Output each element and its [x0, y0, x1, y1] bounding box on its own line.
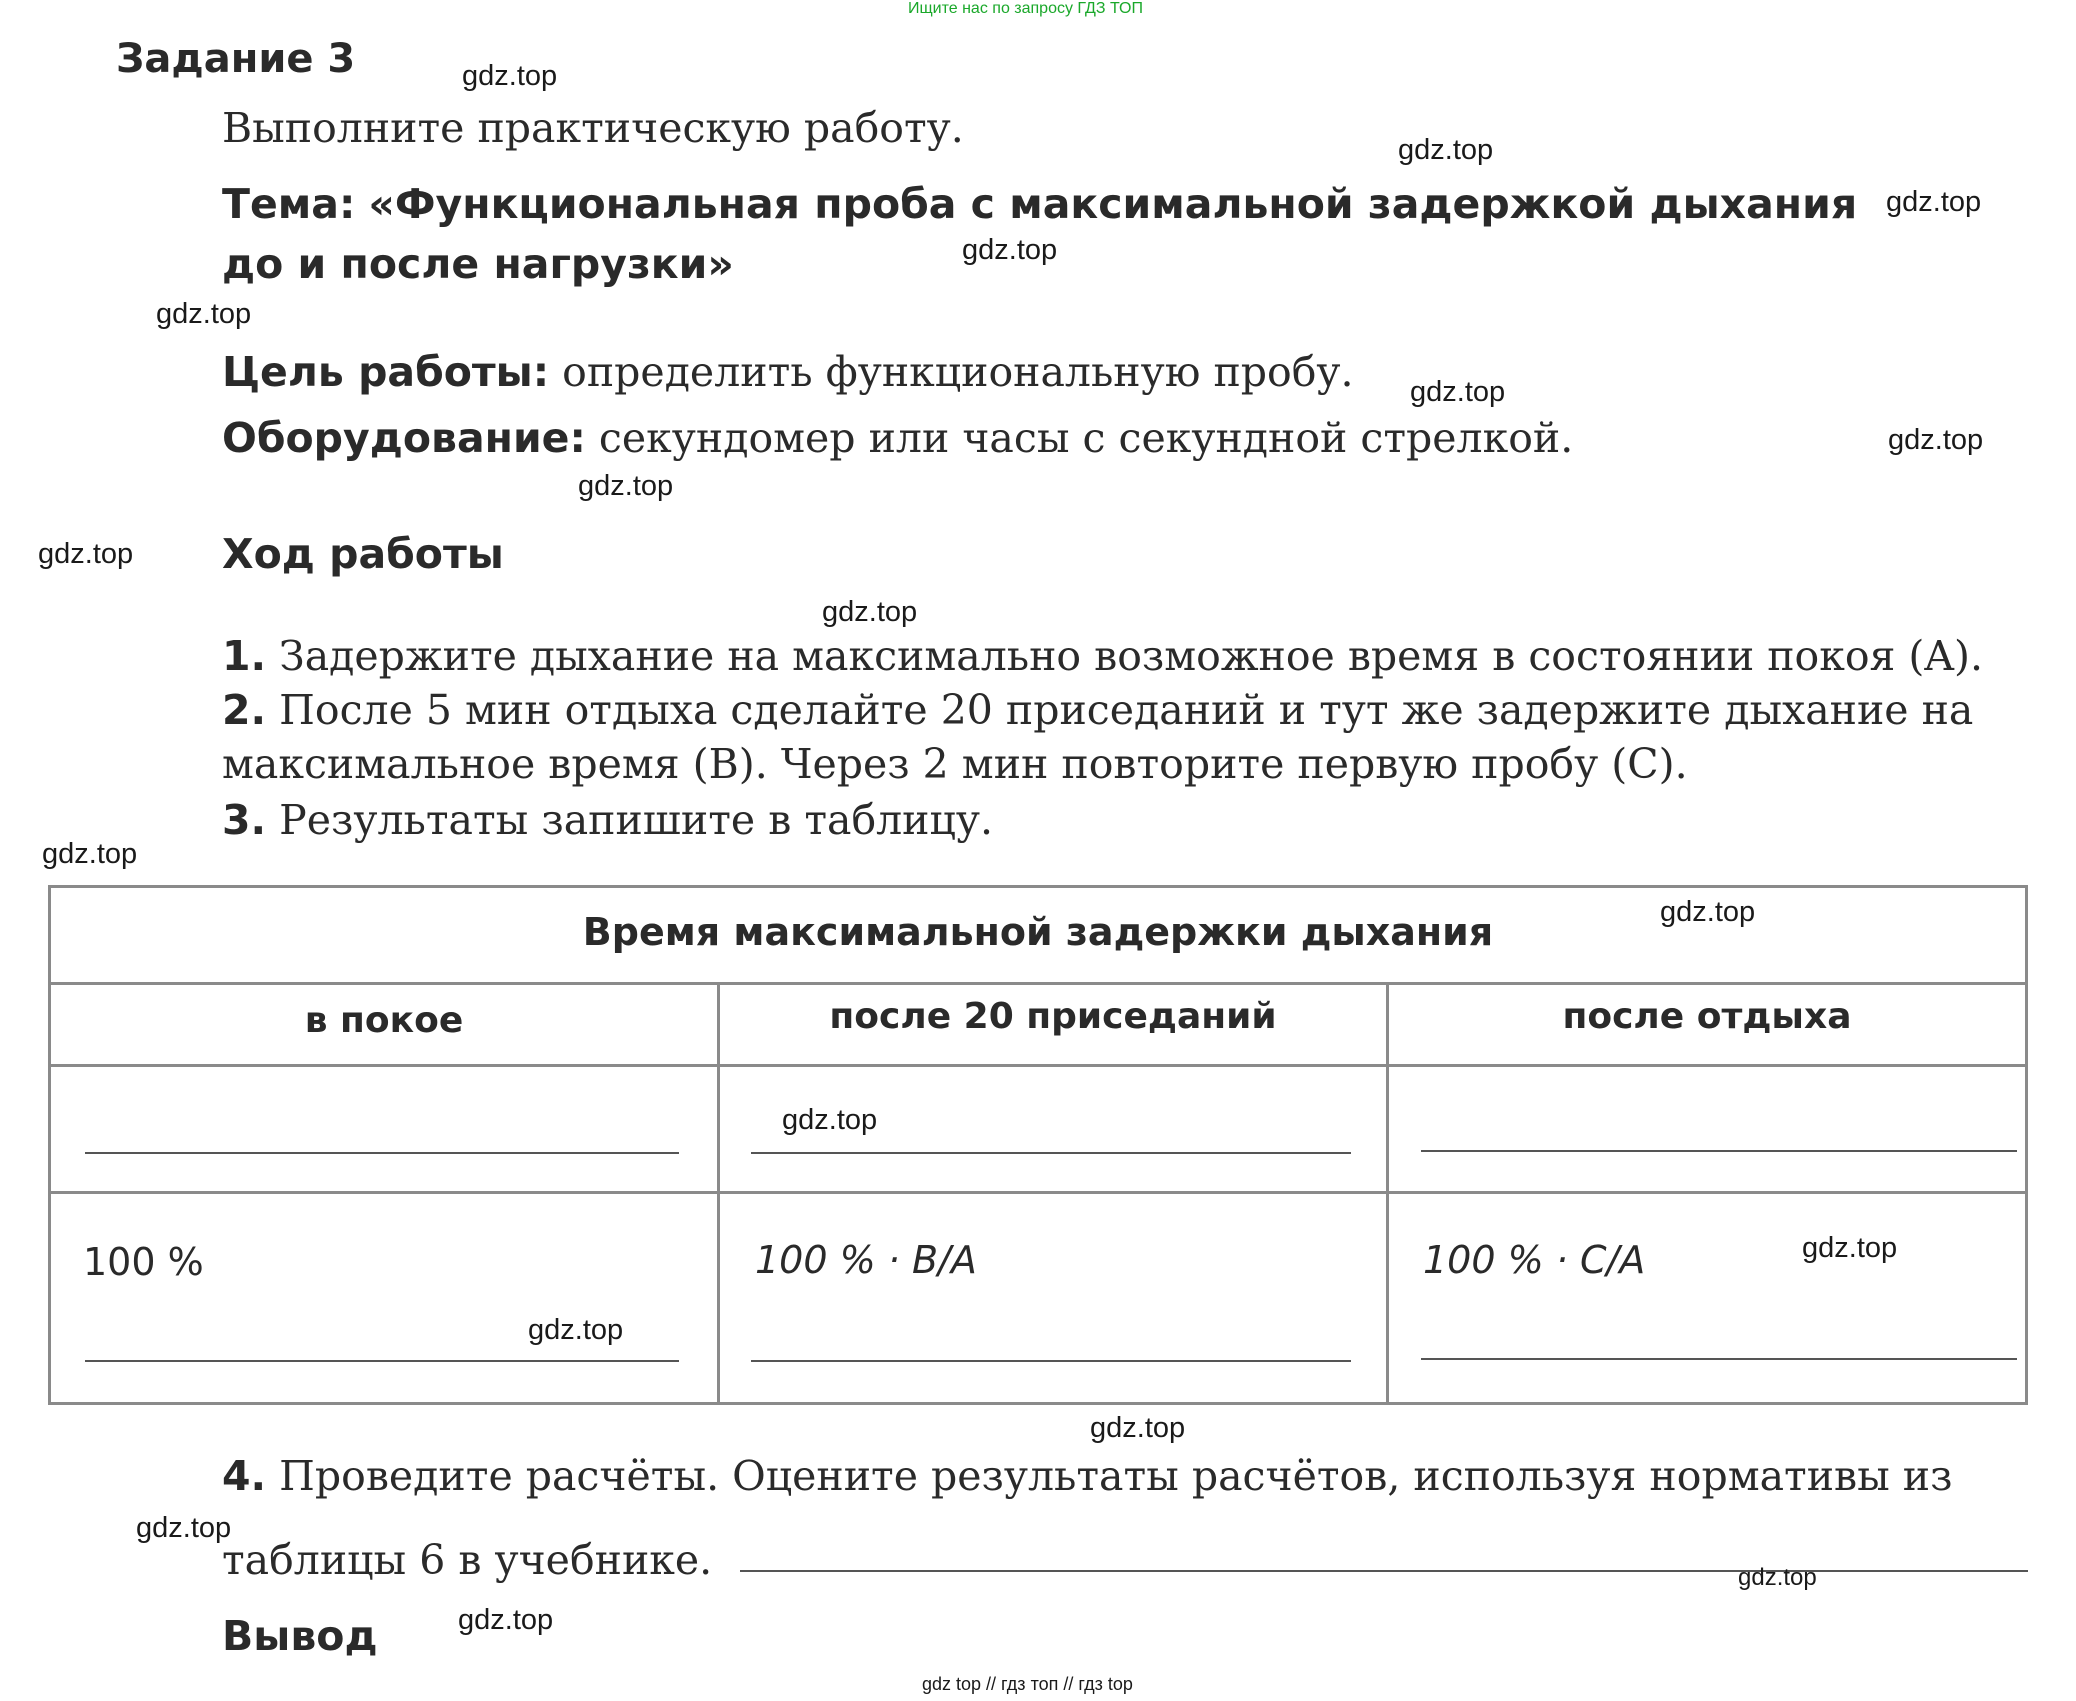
watermark: gdz.top: [1886, 186, 1982, 218]
table-divider: [717, 982, 720, 1402]
watermark: gdz.top: [1090, 1412, 1186, 1444]
watermark: gdz.top: [822, 596, 918, 628]
watermark: gdz.top: [1398, 134, 1494, 166]
answer-line[interactable]: [751, 1360, 1351, 1362]
task-title: Задание 3: [116, 36, 356, 82]
answer-line[interactable]: [1421, 1358, 2017, 1360]
answer-line[interactable]: [85, 1152, 679, 1154]
goal-text: определить функциональную пробу.: [562, 348, 1354, 396]
footer-banner: gdz top // гдз топ // гдз top: [922, 1674, 1133, 1694]
topic-text-1: «Функциональная проба с максимальной задержкой дыхания: [368, 180, 1858, 228]
watermark: gdz.top: [528, 1314, 624, 1346]
step-3-text: Результаты запишите в таблицу.: [279, 796, 994, 844]
answer-line[interactable]: [751, 1152, 1351, 1154]
results-table: [48, 885, 2028, 1405]
step-4-text-1: Проведите расчёты. Оцените результаты расчётов, используя нормативы из: [279, 1452, 1953, 1500]
watermark: gdz.top: [1410, 376, 1506, 408]
procedure-heading: Ход работы: [222, 530, 504, 578]
equipment-line: [222, 414, 1573, 462]
column-header-squats: после 20 приседаний: [829, 996, 1277, 1037]
watermark: gdz.top: [38, 538, 134, 570]
value-squats: 100 % · B/A: [755, 1238, 977, 1282]
task-intro: Выполните практическую работу.: [222, 104, 964, 152]
watermark: gdz.top: [1738, 1564, 1817, 1591]
value-after-rest: 100 % · C/A: [1423, 1238, 1646, 1282]
equipment-text: секундомер или часы с секундной стрелкой.: [598, 414, 1574, 462]
step-4: [222, 1452, 1952, 1500]
goal-line: [222, 348, 1354, 396]
step-2-text-2: максимальное время (B). Через 2 мин повторите первую пробу (C).: [222, 740, 1688, 788]
search-banner: Ищите нас по запросу ГДЗ ТОП: [908, 0, 1143, 17]
topic-line-2: до и после нагрузки»: [222, 240, 734, 288]
watermark: gdz.top: [1802, 1232, 1898, 1264]
table-divider: [1386, 982, 1389, 1402]
table-divider: [51, 1064, 2025, 1067]
watermark: gdz.top: [136, 1512, 232, 1544]
step-2-text-1: После 5 мин отдыха сделайте 20 приседаний и тут же задержите дыхание на: [279, 686, 1974, 734]
topic-label: Тема:: [222, 180, 356, 228]
column-header-after-rest: после отдыха: [1562, 996, 1852, 1037]
answer-line[interactable]: [85, 1360, 679, 1362]
table-divider: [51, 1191, 2025, 1194]
step-2: [222, 686, 1973, 734]
step-3: [222, 796, 993, 844]
equipment-label: Оборудование:: [222, 414, 586, 462]
step-1-text: Задержите дыхание на максимально возможное время в состоянии покоя (A).: [279, 632, 1984, 680]
watermark: gdz.top: [1888, 424, 1984, 456]
conclusion-heading: Вывод: [222, 1612, 378, 1660]
step-1-number: 1.: [222, 632, 267, 680]
step-4-number: 4.: [222, 1452, 267, 1500]
column-header-rest: в покое: [304, 1000, 464, 1041]
table-title: Время максимальной задержки дыхания: [582, 910, 1494, 954]
answer-line[interactable]: [740, 1570, 2028, 1572]
answer-line[interactable]: [1421, 1150, 2017, 1152]
step-4-text-2: таблицы 6 в учебнике.: [222, 1536, 713, 1584]
watermark: gdz.top: [578, 470, 674, 502]
watermark: gdz.top: [782, 1104, 878, 1136]
step-3-number: 3.: [222, 796, 267, 844]
watermark: gdz.top: [962, 234, 1058, 266]
watermark: gdz.top: [1660, 896, 1756, 928]
value-rest: 100 %: [83, 1240, 204, 1284]
step-2-number: 2.: [222, 686, 267, 734]
watermark: gdz.top: [156, 298, 252, 330]
step-1: [222, 632, 1983, 680]
watermark: gdz.top: [458, 1604, 554, 1636]
topic-line-1: [222, 180, 1857, 228]
watermark: gdz.top: [42, 838, 138, 870]
watermark: gdz.top: [462, 60, 558, 92]
goal-label: Цель работы:: [222, 348, 550, 396]
table-divider: [51, 982, 2025, 985]
